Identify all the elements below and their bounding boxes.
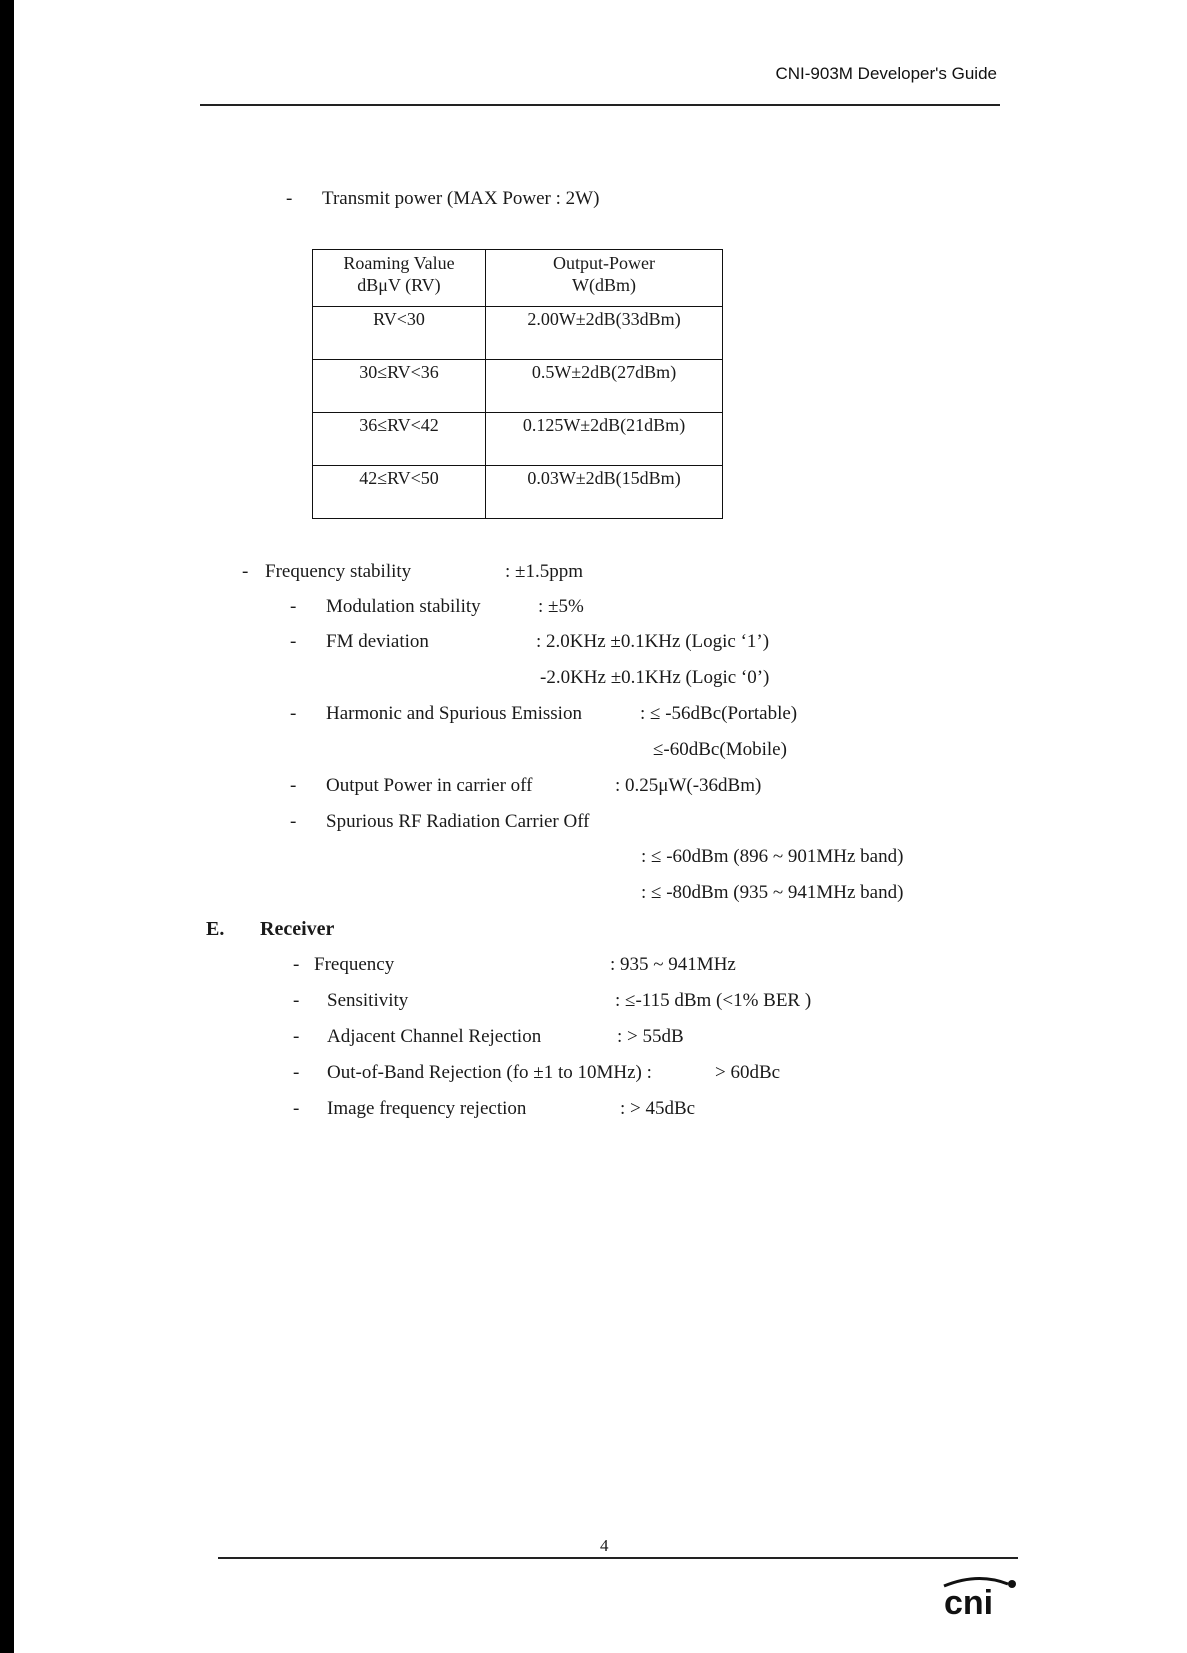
mod-stability-label: Modulation stability	[326, 596, 481, 617]
rx-frequency-label: Frequency	[314, 954, 395, 975]
spurious-rf-bullet: -	[290, 811, 297, 832]
spurious-rf-value-1: : ≤ -60dBm (896 ~ 901MHz band)	[641, 846, 904, 867]
cni-logo	[938, 1570, 1018, 1618]
sensitivity-value: : ≤-115 dBm (<1% BER )	[615, 990, 812, 1011]
table-cell-power: 0.5W±2dB(27dBm)	[486, 360, 723, 413]
table-cell-power: 0.03W±2dB(15dBm)	[486, 466, 723, 519]
adjacent-label: Adjacent Channel Rejection	[327, 1026, 542, 1047]
adjacent-bullet: -	[293, 1026, 300, 1047]
table-cell-rv: 42≤RV<50	[313, 466, 486, 519]
header-output-line2: W(dBm)	[572, 275, 636, 295]
rx-frequency-bullet: -	[293, 954, 300, 975]
freq-stability-value: : ±1.5ppm	[505, 561, 583, 582]
freq-stability-bullet: -	[242, 561, 249, 582]
out-of-band-value: > 60dBc	[715, 1062, 781, 1083]
freq-stability-label: Frequency stability	[265, 561, 412, 582]
harmonic-value-2: ≤-60dBc(Mobile)	[653, 739, 787, 760]
table-cell-power: 0.125W±2dB(21dBm)	[486, 413, 723, 466]
rx-frequency-value: : 935 ~ 941MHz	[610, 954, 736, 975]
sensitivity-label: Sensitivity	[327, 990, 409, 1011]
mod-stability-value: : ±5%	[538, 596, 584, 617]
transmit-power-label: Transmit power (MAX Power : 2W)	[322, 188, 600, 209]
fm-deviation-bullet: -	[290, 631, 297, 652]
transmit-power-table	[312, 249, 723, 519]
spurious-rf-label: Spurious RF Radiation Carrier Off	[326, 811, 590, 832]
table-header-row	[313, 250, 723, 307]
header-roaming-line2: dBμV (RV)	[357, 275, 441, 295]
header-output-power	[486, 250, 723, 307]
footer-rule	[218, 1557, 1018, 1559]
fm-deviation-value-1: : 2.0KHz ±0.1KHz (Logic ‘1’)	[536, 631, 770, 652]
section-letter: E.	[206, 918, 225, 940]
page-number: 4	[600, 1536, 609, 1555]
scan-edge-bar	[0, 0, 14, 1653]
table-cell-rv: 30≤RV<36	[313, 360, 486, 413]
header-roaming-value	[313, 250, 486, 307]
section-title-receiver: Receiver	[260, 918, 335, 940]
out-of-band-bullet: -	[293, 1062, 300, 1083]
harmonic-bullet: -	[290, 703, 297, 724]
table-row	[313, 413, 723, 466]
harmonic-value-1: : ≤ -56dBc(Portable)	[640, 703, 798, 724]
transmit-bullet: -	[286, 188, 293, 209]
logo-dot	[1008, 1580, 1016, 1588]
image-rejection-bullet: -	[293, 1098, 300, 1119]
header-output-line1: Output-Power	[553, 253, 655, 273]
table-row	[313, 360, 723, 413]
table-cell-power: 2.00W±2dB(33dBm)	[486, 307, 723, 360]
table-cell-rv: RV<30	[313, 307, 486, 360]
fm-deviation-value-2: -2.0KHz ±0.1KHz (Logic ‘0’)	[540, 667, 770, 688]
table-row	[313, 466, 723, 519]
carrier-off-bullet: -	[290, 775, 297, 796]
spurious-rf-value-2: : ≤ -80dBm (935 ~ 941MHz band)	[641, 882, 904, 903]
image-rejection-value: : > 45dBc	[620, 1098, 696, 1119]
document-header-title: CNI-903M Developer's Guide	[775, 64, 997, 83]
image-rejection-label: Image frequency rejection	[327, 1098, 527, 1119]
table-cell-rv: 36≤RV<42	[313, 413, 486, 466]
header-roaming-line1: Roaming Value	[343, 253, 455, 273]
harmonic-label: Harmonic and Spurious Emission	[326, 703, 582, 724]
mod-stability-bullet: -	[290, 596, 297, 617]
sensitivity-bullet: -	[293, 990, 300, 1011]
out-of-band-label: Out-of-Band Rejection (fo ±1 to 10MHz) :	[327, 1062, 652, 1083]
logo-text: cni	[944, 1584, 994, 1618]
carrier-off-label: Output Power in carrier off	[326, 775, 533, 796]
header-rule	[200, 104, 1000, 106]
table-row	[313, 307, 723, 360]
fm-deviation-label: FM deviation	[326, 631, 429, 652]
carrier-off-value: : 0.25μW(-36dBm)	[615, 775, 762, 796]
adjacent-value: : > 55dB	[617, 1026, 684, 1047]
